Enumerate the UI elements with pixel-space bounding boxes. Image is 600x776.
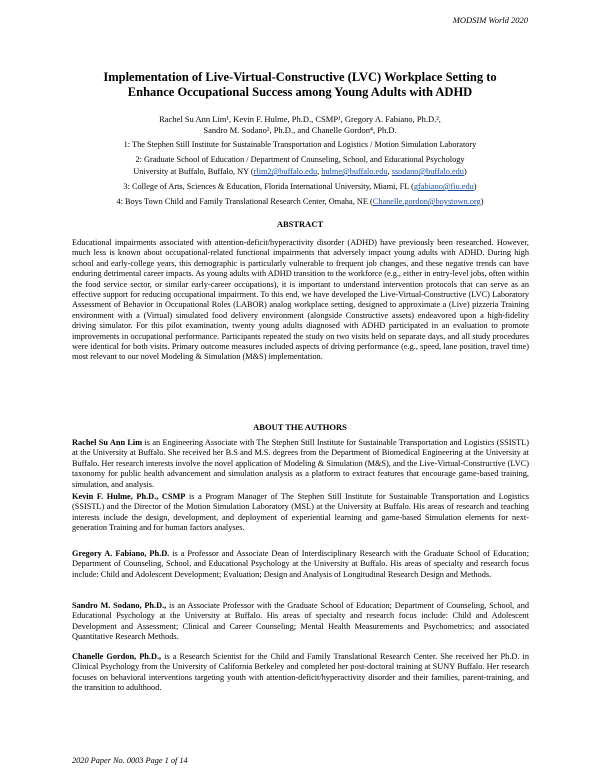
author-list [60,114,540,136]
authors-line-1: Rachel Su Ann Lim¹, Kevin F. Hulme, Ph.D., CSMP¹, Gregory A. Fabiano, Ph.D.², [159,114,441,124]
bio-text: is a Research Scientist for the Child and Family Translational Research Center. She received her Ph.D. in Clinical Psychology from the University of California Berkeley and completed her post-doctoral training at SUNY Buffalo. Her research focuses on behavioral interventions targeting youth with attention-deficit/hyperactivity disorder and their families, parent-training, and the transition to adulthood. [72,652,529,693]
bio-text: is a Program Manager of The Stephen Still Institute for Sustainable Transportation and Logistics (SSISTL) and the Director of the Motion Simulation Laboratory (MSL) at the University at Buffalo. His areas of research and teaching interests include the design, development, and deployment of experiential learning and game-based Simulation elements for next-generation Training and for human factors analyses. [72,492,529,533]
bio-name: Kevin F. Hulme, Ph.D., CSMP [72,492,186,501]
title-line-2: Enhance Occupational Success among Young Adults with ADHD [127,85,473,99]
title-line-1: Implementation of Live-Virtual-Constructive (LVC) Workplace Setting to [103,70,497,84]
bio-text: is an Associate Professor with the Graduate School of Education; Department of Counseling, School, and Educational Psychology at the University at Buffalo. His areas of specialty and research focus include: Child and Adolescent Development and Assessment; Clinical and Career Counseling; Mental Health Measurements and Psychometrics; and associated Quantitative Research Methods. [72,601,530,642]
bio-chanelle-gordon [72,652,529,694]
affiliation-3: 3: College of Arts, Sciences & Education, Florida International University, Miami, FL (gfabiano@fiu.edu) [123,182,477,191]
bio-name: Chanelle Gordon, Ph.D., [72,652,162,661]
bio-text: is an Engineering Associate with The Stephen Still Institute for Sustainable Transportation and Logistics (SSISTL) at the University at Buffalo. She received her B.S and M.S. degrees from the Department of Biomedical Engineering at the University at Buffalo. Her research interests involve the novel application of Modeling & Simulation (M&S), and the Live-Virtual-Constructive (LVC) taxonomy for public health advancement and simulation analysis as a platform to extract features that encourage game-based training, simulation, and analysis. [72,438,529,489]
affiliation-4-text: 4: Boys Town Child and Family Translational Research Center, Omaha, NE ( [116,197,373,206]
abstract-text: Educational impairments associated with attention-deficit/hyperactivity disorder (ADHD) have previously been researched. However, much less is known about occupational-related functional impairments that adversely impact young adults with ADHD. During high school and early-college years, this demographic is particularly vulnerable to frequent job changes, and these negative trends can have enduring detrimental career impacts. As young adults with ADHD transition to the workforce (e.g., either in entry-level jobs, often within the food service sector, or similar early-career occupations), it is important to understand intervention protocols that can serve as an effective support for reducing occupational impairment. To this end, we have developed the Live-Virtual-Constructive (LVC) Laboratory Assessment of Behavior in Occupational Roles (LABOR) analog workplace setting, designed to approximate a (Live) pizzeria Training environment with a (Virtual) simulated food delivery environment (alongside Constructive assets) endeavored upon a high-fidelity driving simulator. For this pilot examination, twenty young adults diagnosed with ADHD participated in an evaluation to promote improvements in occupational performance. Participants repeated the study on two visits held on separate days, and all study procedures were identical for both visits. Primary outcome measures included aspects of driving performance (e.g., speed, lane position, travel time) most relevant to our novel Modeling & Simulation (M&S) implementation. [72,238,529,362]
about-authors-heading: ABOUT THE AUTHORS [253,422,347,432]
bio-rachel-lim [72,438,529,490]
email-link-hulme[interactable]: hulme@buffalo.edu [321,167,388,176]
bio-name: Sandro M. Sodano, Ph.D., [72,601,167,610]
affiliation-1: 1: The Stephen Still Institute for Sustainable Transportation and Logistics / Motion Simulation Laboratory [123,140,477,149]
bio-name: Rachel Su Ann Lim [72,438,143,447]
email-link-gfabiano[interactable]: gfabiano@fiu.edu [413,182,474,191]
bio-text: is a Professor and Associate Dean of Interdisciplinary Research with the Graduate School of Education; Department of Counseling, School, and Educational Psychology at the University at Buffalo. His areas of specialty and research focus include: Child and Adolescent Development; Evaluation; Design and Analysis of Longitudinal Research Design and Methods. [72,549,529,579]
paper-title [60,70,540,100]
affiliation-2-contacts: University at Buffalo, Buffalo, NY (rlim2@buffalo.edu, hulme@buffalo.edu, ssodano@buffalo.edu) [133,167,467,176]
affiliation-4: 4: Boys Town Child and Family Translational Research Center, Omaha, NE (Chanelle.gordon@boystown.org) [116,197,484,206]
bio-sandro-sodano [72,601,529,643]
page-footer: 2020 Paper No. 0003 Page 1 of 14 [72,756,188,765]
email-link-ssodano[interactable]: ssodano@buffalo.edu [391,167,464,176]
bio-name: Gregory A. Fabiano, Ph.D. [72,549,170,558]
authors-line-2: Sandro M. Sodano², Ph.D., and Chanelle Gordon⁴, Ph.D. [203,125,397,135]
affiliation-3-text: 3: College of Arts, Sciences & Education, Florida International University, Miami, FL ( [123,182,414,191]
email-link-cgordon[interactable]: Chanelle.gordon@boystown.org [372,197,481,206]
running-head: MODSIM World 2020 [452,15,528,25]
affiliation-2-location: University at Buffalo, Buffalo, NY ( [133,167,254,176]
bio-gregory-fabiano [72,549,529,580]
abstract-heading: ABSTRACT [276,219,324,229]
bio-kevin-hulme [72,492,529,534]
affiliation-2: 2: Graduate School of Education / Department of Counseling, School, and Educational Psychology [135,155,465,164]
email-link-rlim2[interactable]: rlim2@buffalo.edu [253,167,318,176]
